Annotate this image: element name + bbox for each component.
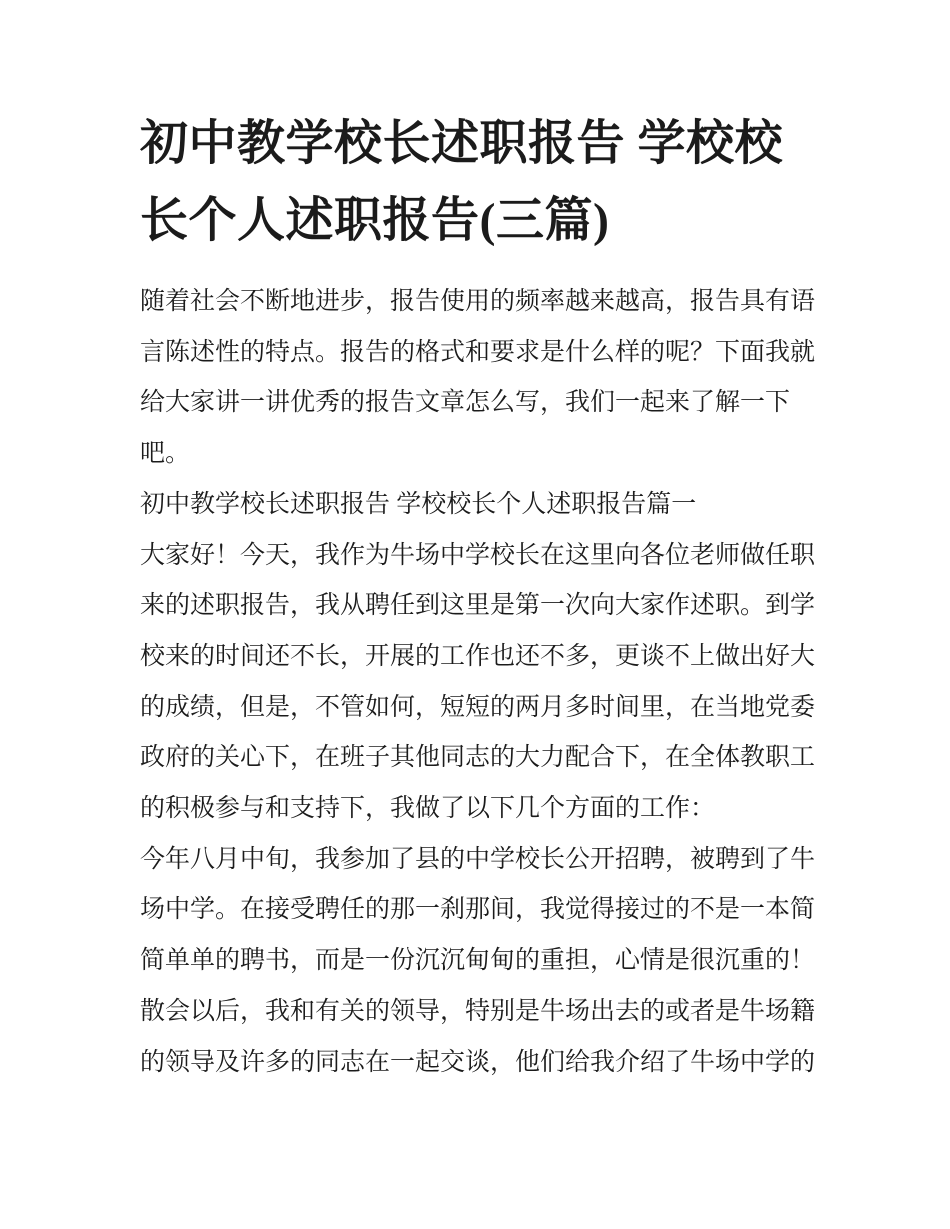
body-text-line: 大家好！今天，我作为牛场中学校长在这里向各位老师做任职 xyxy=(140,541,816,569)
body-text-line: 简单单的聘书，而是一份沉沉甸甸的重担，心情是很沉重的！ xyxy=(140,947,816,975)
body-text-line: 校来的时间还不长，开展的工作也还不多，更谈不上做出好大 xyxy=(140,642,816,670)
body-text-line: 的领导及许多的同志在一起交谈，他们给我介绍了牛场中学的 xyxy=(140,1048,816,1076)
body-text-line: 的成绩，但是，不管如何，短短的两月多时间里，在当地党委 xyxy=(140,693,816,721)
document-body-text xyxy=(140,277,830,1088)
document-title xyxy=(140,105,830,259)
body-text-line: 初中教学校长述职报告 学校校长个人述职报告篇一 xyxy=(140,490,697,518)
body-text-line: 随着社会不断地进步，报告使用的频率越来越高，报告具有语 xyxy=(140,288,816,315)
body-text-line: 今年八月中旬，我参加了县的中学校长公开招聘，被聘到了牛 xyxy=(140,845,816,873)
body-text-line: 给大家讲一讲优秀的报告文章怎么写，我们一起来了解一下 xyxy=(140,389,791,417)
body-text-line: 政府的关心下，在班子其他同志的大力配合下，在全体教职工 xyxy=(140,744,816,772)
body-text-line: 散会以后，我和有关的领导，特别是牛场出去的或者是牛场籍 xyxy=(140,997,816,1025)
body-text-line: 的积极参与和支持下，我做了以下几个方面的工作： xyxy=(140,795,716,823)
document-title-line-1: 初中教学校长述职报告 学校校 xyxy=(140,117,784,170)
body-text-line: 场中学。在接受聘任的那一刹那间，我觉得接过的不是一本简 xyxy=(140,896,816,924)
body-text-line: 言陈述性的特点。报告的格式和要求是什么样的呢？下面我就 xyxy=(140,338,816,366)
document-title-line-2: 长个人述职报告(三篇) xyxy=(140,194,610,247)
body-text-line: 吧。 xyxy=(140,440,191,468)
body-text-line: 来的述职报告，我从聘任到这里是第一次向大家作述职。到学 xyxy=(140,592,816,620)
